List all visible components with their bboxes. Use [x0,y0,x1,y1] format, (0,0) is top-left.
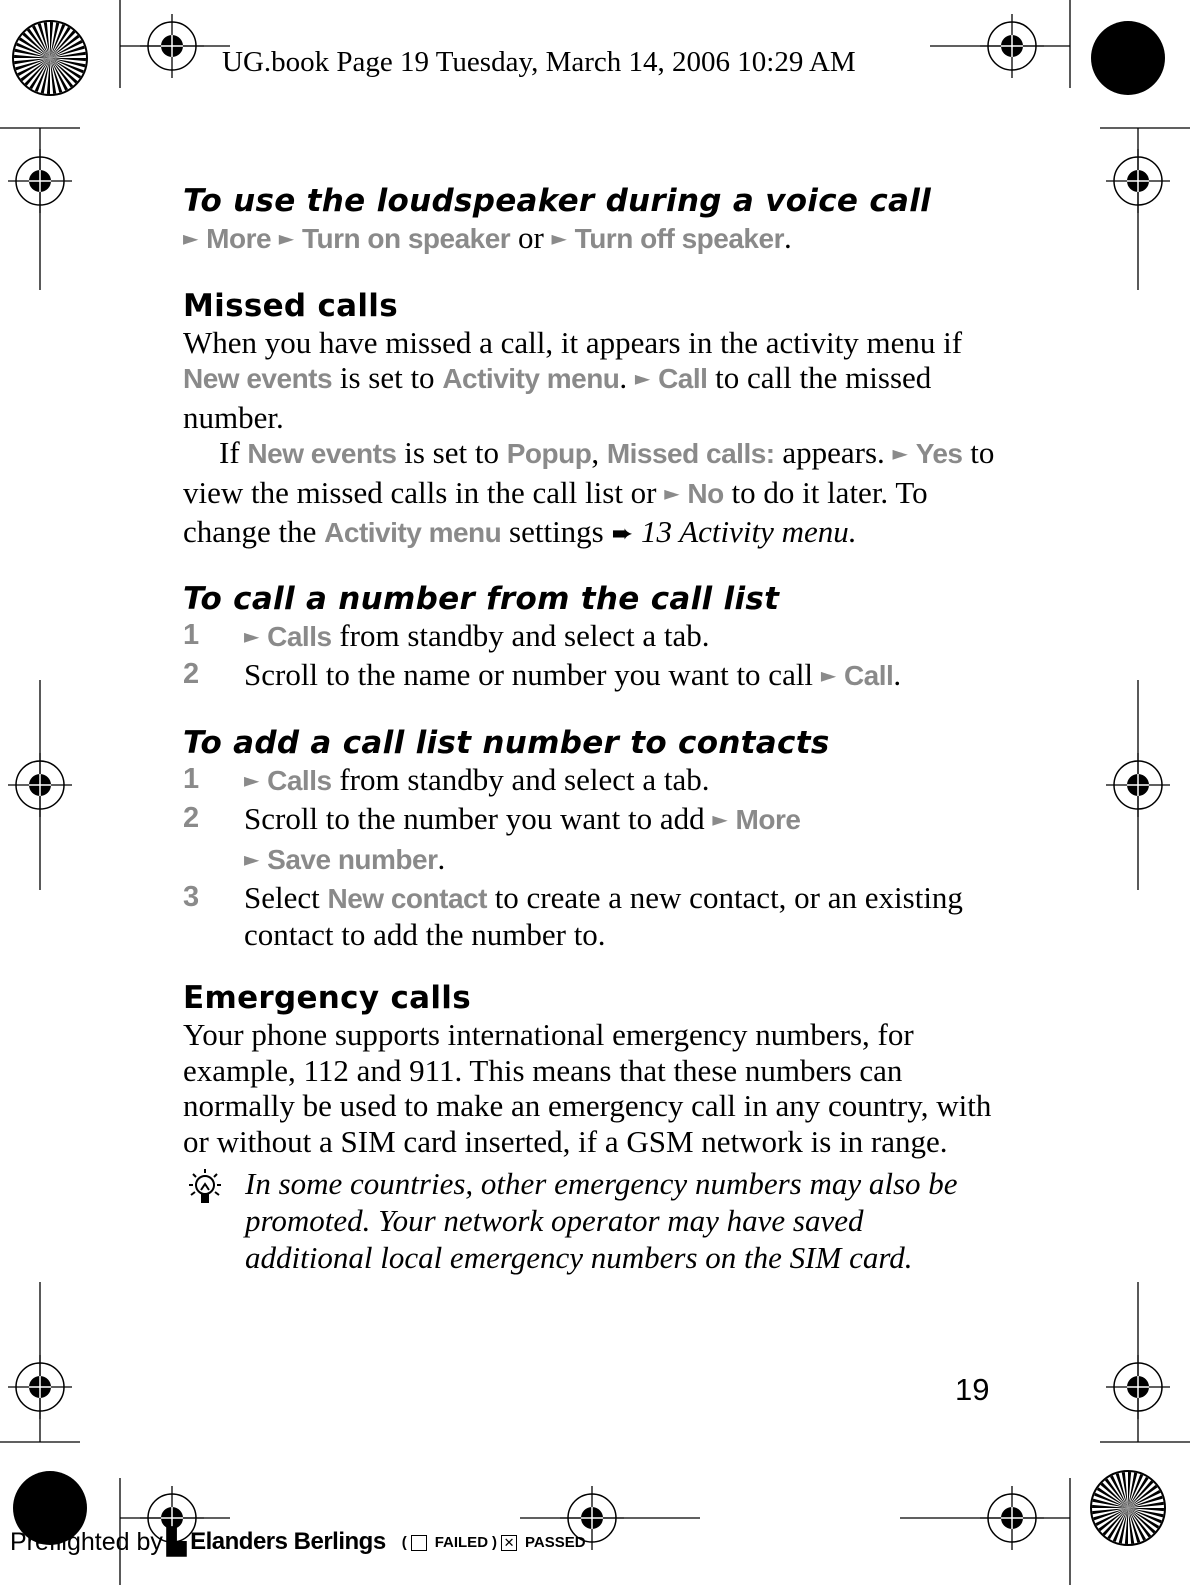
list-item [183,618,998,658]
paragraph [183,435,998,553]
text: settings [501,514,612,549]
failed-label: FAILED [434,1533,489,1551]
text: , [591,435,607,470]
text: to do it later. To change the [183,474,928,549]
text: to view the missed calls in the call list or [183,435,995,510]
text: Scroll to the name or number you want to call [244,657,821,692]
menu-label: Popup [506,438,592,469]
registration-mark-icon [8,753,72,817]
menu-label: Call [658,363,708,394]
select-arrow-icon: ► [664,480,680,505]
passed-label: PASSED [525,1533,586,1551]
text: Scroll to the number you want to add [244,801,713,836]
paragraph: Your phone supports international emergency numbers, for example, 112 and 911. This means that these numbers can normally be used to make an emergency call in any country, with or without a SIM card inserted, if a GSM network is in range. [183,1017,992,1159]
select-arrow-icon: ► [278,226,295,250]
section-emergency [183,979,998,1276]
registration-mark-icon [1106,149,1170,213]
preflight-label: Preflighted by [10,1527,163,1556]
registration-mark-icon [1106,1355,1170,1419]
menu-label: New events [247,438,397,469]
page-header: UG.book Page 19 Tuesday, March 14, 2006 10:29 AM [222,46,856,78]
text: . [783,220,792,255]
menu-label: Turn off speaker [574,223,784,254]
step-number: 1 [183,762,200,795]
failed-checkbox-icon [411,1535,427,1551]
text: . [848,514,857,549]
registration-mark-icon [140,14,204,78]
passed-checkbox-icon: ✕ [501,1535,517,1551]
section-loudspeaker [183,182,998,260]
menu-label: Activity menu [324,517,502,548]
page-content [183,182,998,1303]
menu-label: Yes [915,438,963,469]
text: . [437,840,446,876]
text: to call the missed number. [183,360,932,435]
starburst-mark-icon [13,21,87,95]
section-call-from-list [183,580,998,697]
cross-reference: 13 Activity menu [641,514,849,549]
text: from standby and select a tab. [331,761,710,797]
section-missed-calls [183,287,998,553]
registration-mark-icon [8,1355,72,1419]
registration-mark-icon [980,14,1044,78]
page-number: 19 [955,1372,990,1407]
registration-mark-icon [1106,753,1170,817]
text: is set to [396,435,507,470]
menu-label: Calls [267,620,332,652]
text: . [893,657,902,692]
select-arrow-icon: ► [244,623,260,648]
select-arrow-icon: ► [892,441,908,465]
text: When you have missed a call, it appears in the activity menu if [183,324,963,360]
select-arrow-icon: ► [244,767,260,792]
text: appears. [774,435,893,470]
menu-label: No [687,477,724,509]
paragraph [183,325,998,436]
paren: ) [492,1533,498,1551]
list-item [183,762,998,802]
select-arrow-icon: ► [183,226,199,250]
menu-label: Activity menu [442,363,620,394]
lightbulb-icon [183,1165,245,1276]
text: from standby and select a tab. [331,617,710,653]
menu-label: Save number [267,843,438,875]
text: If [219,435,248,470]
registration-mark-icon [980,1486,1044,1550]
paren: ( [401,1533,407,1551]
step-number: 1 [183,618,200,651]
list-item [183,880,998,952]
step-number: 3 [183,881,200,913]
step-number: 2 [183,802,200,834]
registration-mark-icon [8,149,72,213]
text: to create a new contact, or an existing contact to add the number to. [244,880,963,952]
tip-note [183,1165,998,1276]
section-title: To call a number from the call list [183,580,780,617]
section-title: To use the loudspeaker during a voice call [183,183,932,219]
text: is set to [332,360,443,395]
menu-label: More [206,223,272,254]
preflight-stamp [10,1527,586,1557]
company-logo: Elanders Berlings [190,1528,386,1555]
tip-text: In some countries, other emergency numbers may also be promoted. Your network operator may have saved additional local emergency numbers on the SIM card. [245,1166,958,1275]
section-title: Missed calls [183,287,398,324]
logo-mark-icon: ▙ [166,1528,187,1556]
menu-label: More [735,804,801,835]
section-title: To add a call list number to contacts [183,724,830,761]
text: . [619,360,635,395]
menu-label: Turn on speaker [301,223,511,254]
section-title: Emergency calls [183,980,471,1016]
select-arrow-icon: ► [712,807,728,831]
menu-label: New events [183,363,333,394]
menu-label: Calls [267,764,332,796]
starburst-mark-icon [1091,1471,1165,1545]
section-add-to-contacts [183,724,998,953]
select-arrow-icon: ► [820,663,837,687]
select-arrow-icon: ► [551,226,567,250]
select-arrow-icon: ► [244,846,260,871]
menu-label: Missed calls: [606,438,775,469]
step-number: 2 [183,658,200,690]
instruction [183,220,998,260]
cross-reference-arrow-icon: ➨ [611,519,634,549]
text: or [510,220,552,255]
list-item [183,801,998,880]
menu-label: New contact [327,883,487,914]
text: Select [244,880,328,915]
menu-label: Call [843,660,894,691]
list-item [183,657,998,697]
select-arrow-icon: ► [634,366,651,390]
